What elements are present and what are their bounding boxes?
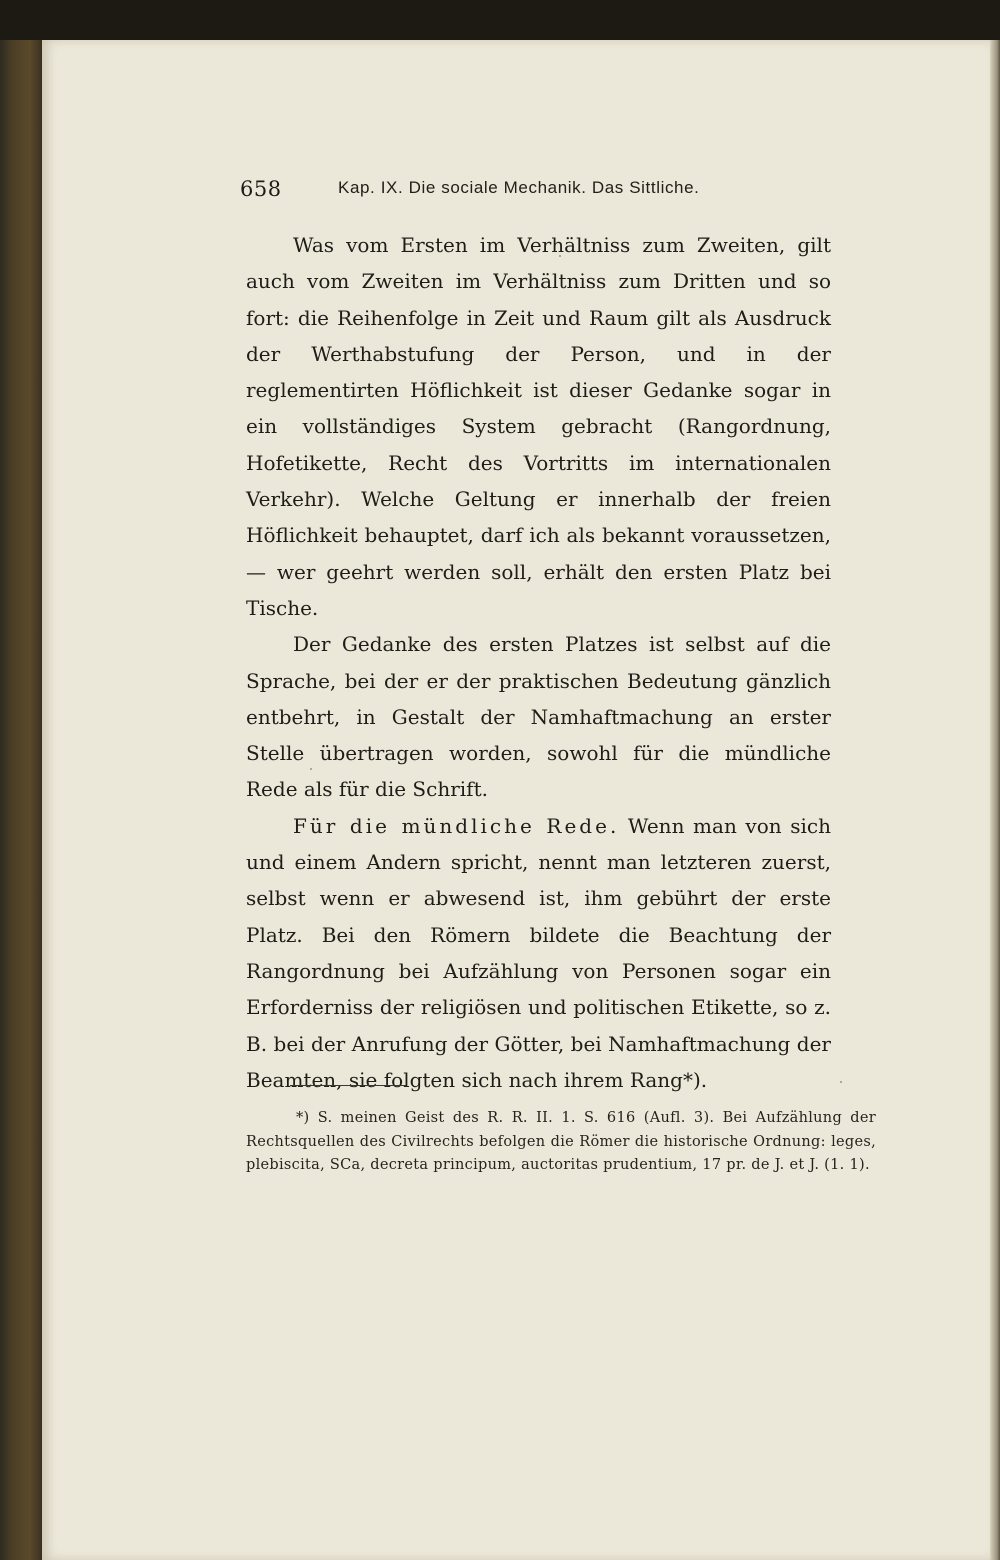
book-spine bbox=[0, 40, 42, 1560]
spaced-emphasis: Für die mündliche Rede. bbox=[293, 813, 620, 838]
paragraph bbox=[246, 808, 831, 1098]
footnote: *) S. meinen Geist des R. R. II. 1. S. 616 (Aufl. 3). Bei Aufzählung der Rechtsquellen des Civilrechts befolgen die Römer die historische Ordnung: leges, plebiscita, SCa, decreta principum, auctoritas prudentium, 17 pr. de J. et J. (1. 1). bbox=[246, 1110, 876, 1173]
running-title: Kap. IX. Die sociale Mechanik. Das Sittliche. bbox=[338, 178, 700, 197]
running-head bbox=[240, 177, 800, 207]
paper-speck bbox=[840, 1081, 842, 1083]
main-text bbox=[246, 227, 831, 1098]
page-edge bbox=[990, 40, 1000, 1560]
paragraph: Der Gedanke des ersten Platzes ist selbst auf die Sprache, bei der er der praktischen Bedeutung gänzlich entbehrt, in Gestalt der Namhaftmachung an erster Stelle übertragen worden, sowohl für die mündliche Rede als für die Schrift. bbox=[246, 632, 831, 802]
paragraph: Was vom Ersten im Verhältniss zum Zweiten, gilt auch vom Zweiten im Verhältniss zum Dritten und so fort: die Reihenfolge in Zeit und Raum gilt als Ausdruck der Werthabstufung der Person, und in der reglementirten Höflichkeit ist dieser Gedanke sogar in ein vollständiges System gebracht (Rangordnung, Hofetikette, Recht des Vortritts im internationalen Verkehr). Welche Geltung er innerhalb der freien Höflichkeit behauptet, darf ich als bekannt voraussetzen, — wer geehrt werden soll, erhält den ersten Platz bei Tische. bbox=[246, 233, 831, 620]
page-number: 658 bbox=[240, 177, 282, 201]
footnote-divider bbox=[290, 1085, 406, 1086]
scan-top-border bbox=[0, 0, 1000, 40]
paragraph-text: Wenn man von sich und einem Andern spricht, nennt man letzteren zuerst, selbst wenn er abwesend ist, ihm gebührt der erste Platz. Bei den Römern bildete die Beachtung der Rangordnung bei Aufzählung von Personen sogar ein Erforderniss der religiösen und politischen Etikette, so z. B. bei der Anrufung der Götter, bei Namhaftmachung der Beamten, sie folgten sich nach ihrem Rang*). bbox=[246, 813, 831, 1092]
